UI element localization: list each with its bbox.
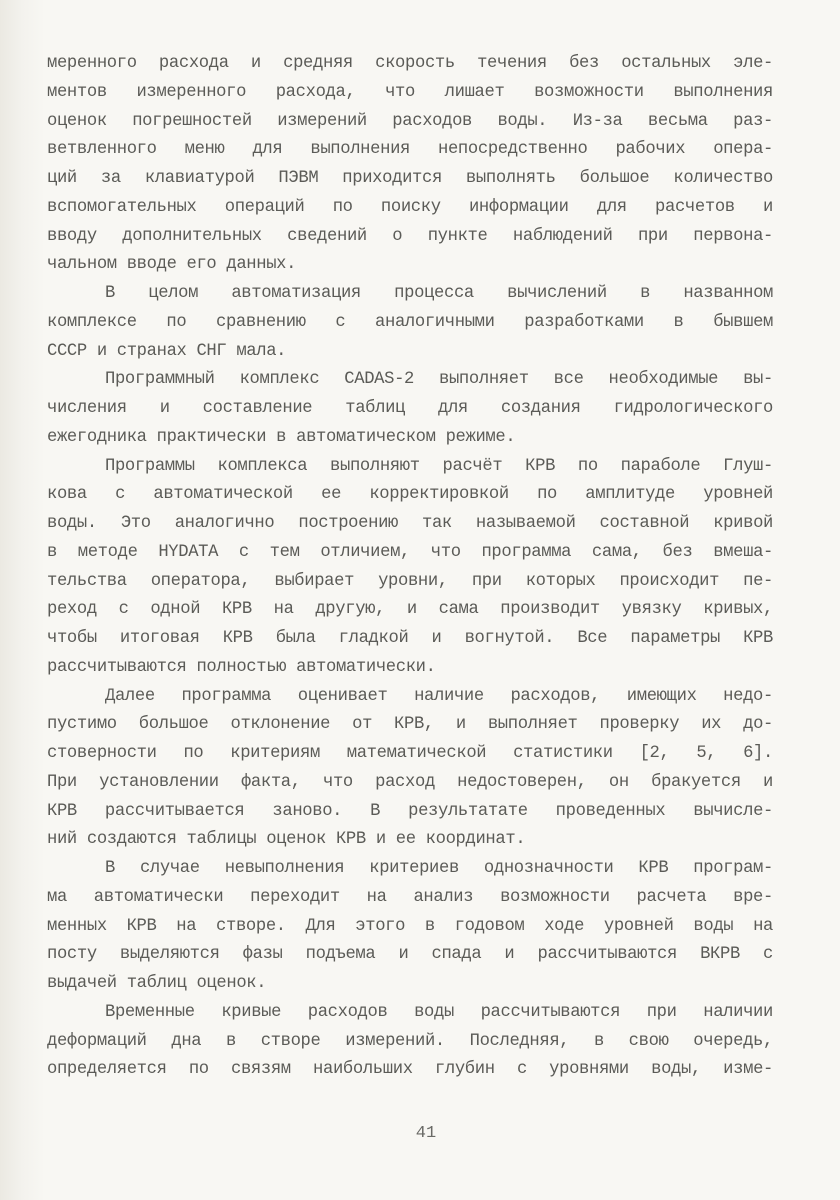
body-text xyxy=(47,50,773,1085)
text-line: ма автоматически переходит на анализ возможности расчета вре- xyxy=(47,887,773,907)
text-line: При установлении факта, что расход недостоверен, он бракуется и xyxy=(47,772,773,792)
text-line: В целом автоматизация процесса вычислений в названном xyxy=(105,284,773,303)
text-line: менных КРВ на створе. Для этого в годовом ходе уровней воды на xyxy=(47,916,773,936)
text-line: определяется по связям наибольших глубин с уровнями воды, изме- xyxy=(47,1060,773,1080)
text-line: рассчитываются полностью автоматически. xyxy=(47,657,436,677)
text-line: выдачей таблиц оценок. xyxy=(47,974,267,993)
text-line: комплексе по сравнению с аналогичными разработками в бывшем xyxy=(47,312,773,332)
paragraph xyxy=(47,683,773,856)
text-line: КРВ рассчитывается заново. В результатате проведенных вычисле- xyxy=(47,801,773,821)
text-line: чтобы итоговая КРВ была гладкой и вогнутой. Все параметры КРВ xyxy=(47,629,773,648)
paragraph xyxy=(47,999,773,1085)
text-line: Программы комплекса выполняют расчёт КРВ по параболе Глуш- xyxy=(105,456,773,476)
paragraph xyxy=(47,280,773,366)
paragraph xyxy=(47,855,773,999)
text-line: в методе HYDATA с тем отличием, что программа сама, без вмеша- xyxy=(47,542,773,562)
text-line: стоверности по критериям математической статистики [2, 5, 6]. xyxy=(47,744,773,763)
text-line: ций за клавиатурой ПЭВМ приходится выполнять большое количество xyxy=(47,169,773,188)
text-line: Далее программа оценивает наличие расходов, имеющих недо- xyxy=(105,686,773,706)
text-line: пустимо большое отклонение от КРВ, и выполняет проверку их до- xyxy=(47,715,773,735)
text-line: ментов измеренного расхода, что лишает возможности выполнения xyxy=(47,82,773,102)
text-line: тельства оператора, выбирает уровни, при которых происходит пе- xyxy=(47,571,773,591)
paragraph xyxy=(47,453,773,683)
text-line: деформаций дна в створе измерений. Последняя, в свою очередь, xyxy=(47,1031,773,1051)
text-line: Программный комплекс CADAS-2 выполняет все необходимые вы- xyxy=(105,370,773,390)
text-line: вспомогательных операций по поиску информации для расчетов и xyxy=(47,197,773,217)
text-line: ежегодника практически в автоматическом режиме. xyxy=(47,427,516,447)
text-line: Временные кривые расходов воды рассчитываются при наличии xyxy=(105,1002,773,1022)
paragraph xyxy=(47,366,773,452)
page-number: 41 xyxy=(415,1124,437,1143)
text-line: воды. Это аналогично построению так называемой составной кривой xyxy=(47,514,773,533)
text-line: реход с одной КРВ на другую, и сама производит увязку кривых, xyxy=(47,600,773,620)
paragraph xyxy=(47,50,773,280)
text-line: меренного расхода и средняя скорость течения без остальных эле- xyxy=(47,54,773,73)
text-line: В случае невыполнения критериев однозначности КРВ програм- xyxy=(105,859,773,878)
text-line: чальном вводе его данных. xyxy=(47,255,297,275)
text-line: ний создаются таблицы оценок КРВ и ее координат. xyxy=(47,830,526,850)
text-line: оценок погрешностей измерений расходов воды. Из-за весьма раз- xyxy=(47,111,773,131)
text-line: посту выделяются фазы подъема и спада и рассчитываются ВКРВ с xyxy=(47,945,773,965)
text-line: ветвленного меню для выполнения непосредственно рабочих опера- xyxy=(47,140,773,160)
text-line: СССР и странах СНГ мала. xyxy=(47,341,287,361)
text-line: числения и составление таблиц для создания гидрологического xyxy=(47,399,773,418)
text-line: вводу дополнительных сведений о пункте наблюдений при первона- xyxy=(47,226,773,246)
text-line: кова с автоматической ее корректировкой по амплитуде уровней xyxy=(47,485,773,505)
